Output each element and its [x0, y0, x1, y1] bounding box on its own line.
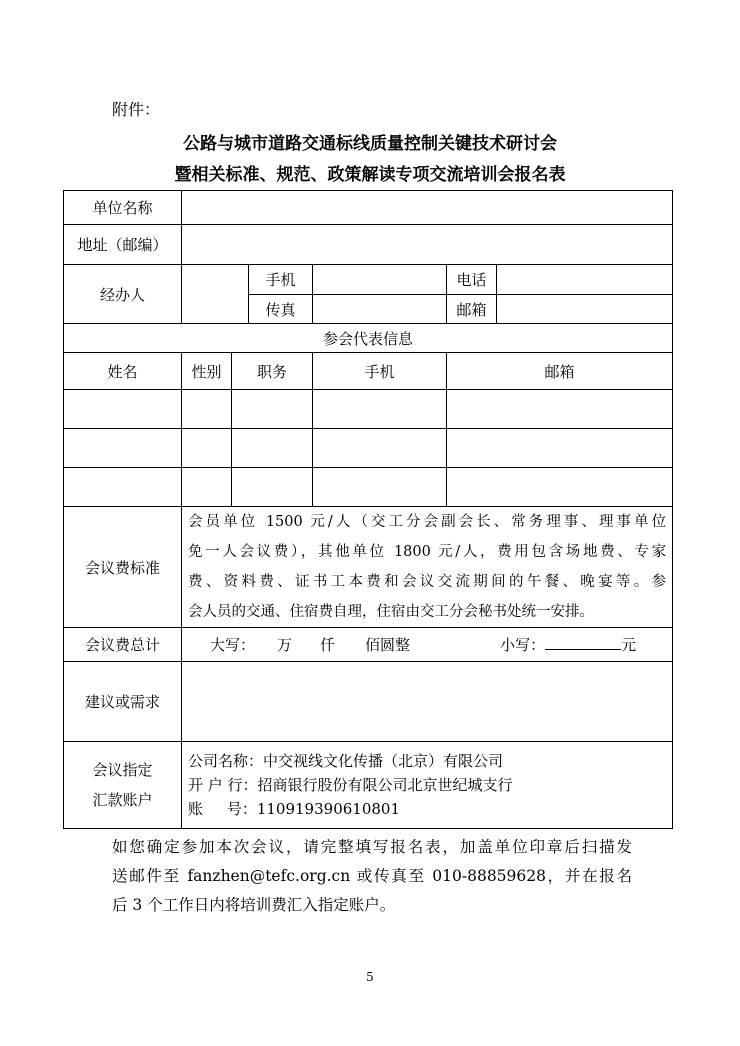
- instruction-note: [112, 833, 632, 920]
- form-title-line2: 暨相关标准、规范、政策解读专项交流培训会报名表: [174, 165, 566, 185]
- delegate-section-header: 参会代表信息: [64, 324, 673, 353]
- capital-amount-label: 大写：: [210, 636, 256, 654]
- delegate-row: [64, 390, 673, 429]
- contact-email-field[interactable]: [497, 295, 673, 324]
- contact-phone-label: 电话: [447, 265, 497, 295]
- fee-line: 费、资料费、证书工本费和会议交流期间的午餐、晚宴等。参: [188, 574, 667, 590]
- page-number: 5: [366, 970, 374, 984]
- col-name-header: 姓名: [64, 353, 182, 390]
- fee-standard-label: 会议费标准: [64, 507, 182, 628]
- account-company: 公司名称：中交视线文化传播（北京）有限公司: [188, 752, 504, 770]
- fee-line: 会员单位 1500 元/人（交工分会副会长、常务理事、理事单位: [188, 514, 667, 530]
- bai-unit: 佰圆整: [365, 636, 411, 654]
- delegate-gender-cell[interactable]: [182, 429, 232, 468]
- contact-phone-field[interactable]: [497, 265, 673, 295]
- attachment-label: 附件：: [112, 100, 161, 119]
- delegate-position-cell[interactable]: [232, 390, 313, 429]
- fee-total-label: 会议费总计: [64, 628, 182, 662]
- contact-email-label: 邮箱: [447, 295, 497, 324]
- note-line: 如您确定参加本次会议，请完整填写报名表，加盖单位印章后扫描发: [112, 838, 632, 856]
- account-label-line2: 汇款账户: [92, 791, 153, 809]
- account-label-line1: 会议指定: [92, 761, 153, 779]
- account-label: [64, 742, 182, 829]
- delegate-email-cell[interactable]: [447, 390, 673, 429]
- registration-form: [63, 190, 673, 829]
- delegate-email-cell[interactable]: [447, 468, 673, 507]
- fee-line: 免一人会议费），其他单位 1800 元/人，费用包含场地费、专家: [188, 544, 667, 560]
- delegate-gender-cell[interactable]: [182, 390, 232, 429]
- delegate-name-cell[interactable]: [64, 390, 182, 429]
- form-title-line1: 公路与城市道路交通标线质量控制关键技术研讨会: [183, 134, 557, 154]
- delegate-email-cell[interactable]: [447, 429, 673, 468]
- delegate-position-cell[interactable]: [232, 468, 313, 507]
- address-field[interactable]: [182, 225, 673, 265]
- col-gender-header: 性别: [182, 353, 232, 390]
- col-position-header: 职务: [232, 353, 313, 390]
- delegate-row: [64, 429, 673, 468]
- note-line: 后 3 个工作日内将培训费汇入指定账户。: [112, 896, 396, 914]
- org-name-field[interactable]: [182, 191, 673, 225]
- delegate-position-cell[interactable]: [232, 429, 313, 468]
- contact-fax-label: 传真: [249, 295, 313, 324]
- contact-person-label: 经办人: [64, 265, 182, 324]
- account-info: [182, 742, 673, 829]
- contact-person-field[interactable]: [182, 265, 249, 324]
- fee-line: 会人员的交通、住宿费自理，住宿由交工分会秘书处统一安排。: [188, 604, 594, 620]
- small-amount-label: 小写：: [500, 636, 546, 654]
- delegate-name-cell[interactable]: [64, 468, 182, 507]
- small-amount-blank[interactable]: [545, 635, 621, 650]
- delegate-mobile-cell[interactable]: [313, 429, 447, 468]
- yuan-unit: 元: [621, 636, 637, 654]
- note-line: 送邮件至 fanzhen@tefc.org.cn 或传真至 010-88859628，并在报名: [112, 867, 632, 885]
- delegate-gender-cell[interactable]: [182, 468, 232, 507]
- fee-standard-text: [182, 507, 673, 628]
- account-bank: 开 户 行：招商银行股份有限公司北京世纪城支行: [188, 776, 513, 794]
- address-label: 地址（邮编）: [64, 225, 182, 265]
- wan-unit: 万: [277, 636, 293, 654]
- col-email-header: 邮箱: [447, 353, 673, 390]
- account-number: 账 号：110919390610801: [188, 800, 400, 818]
- fee-total-field[interactable]: [182, 628, 673, 662]
- contact-mobile-field[interactable]: [313, 265, 447, 295]
- suggestion-field[interactable]: [182, 662, 673, 742]
- contact-mobile-label: 手机: [249, 265, 313, 295]
- contact-fax-field[interactable]: [313, 295, 447, 324]
- delegate-row: [64, 468, 673, 507]
- qian-unit: 仟: [320, 636, 336, 654]
- delegate-mobile-cell[interactable]: [313, 468, 447, 507]
- suggestion-label: 建议或需求: [64, 662, 182, 742]
- delegate-name-cell[interactable]: [64, 429, 182, 468]
- col-mobile-header: 手机: [313, 353, 447, 390]
- org-name-label: 单位名称: [64, 191, 182, 225]
- delegate-mobile-cell[interactable]: [313, 390, 447, 429]
